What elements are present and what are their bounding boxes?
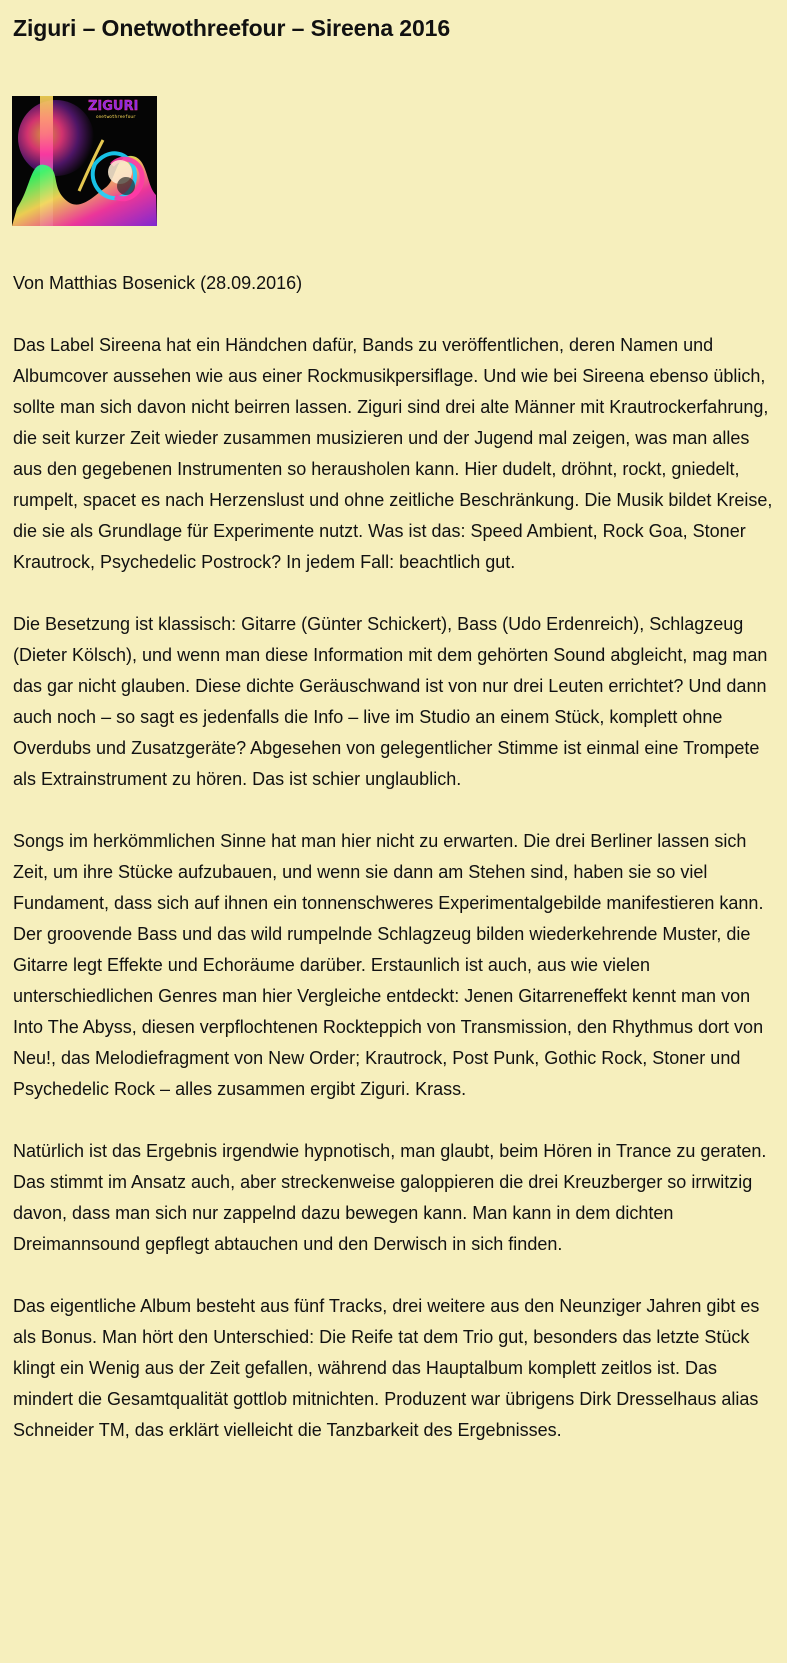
cover-planet: [18, 100, 94, 176]
album-cover-art: [12, 96, 157, 226]
cover-album-text: onetwothreefour: [96, 115, 136, 120]
cover-face-dark: [117, 177, 135, 195]
article-paragraph: Songs im herkömmlichen Sinne hat man hier nicht zu erwarten. Die drei Berliner lassen sich Zeit, um ihre Stücke aufzubauen, und wenn sie dann am Stehen sind, haben sie so viel Fundament, dass sich auf ihnen ein tonnenschweres Experimentalgebilde manifestieren kann. Der groovende Bass und das wild rumpelnde Schlagzeug bilden wiederkehrende Muster, die Gitarre legt Effekte und Echoräume darüber. Erstaunlich ist auch, aus wie vielen unterschiedlichen Genres man hier Vergleiche entdeckt: Jenen Gitarreneffekt kennt man von Into The Abyss, diesen verpflochtenen Rockteppich von Transmission, den Rhythmus dort von Neu!, das Melodiefragment von New Order; Krautrock, Post Punk, Gothic Rock, Stoner und Psychedelic Rock – alles zusammen ergibt Ziguri. Krass.: [13, 831, 764, 1099]
article-paragraph: Natürlich ist das Ergebnis irgendwie hypnotisch, man glaubt, beim Hören in Trance zu geraten. Das stimmt im Ansatz auch, aber streckenweise galoppieren die drei Kreuzberger so irrwitzig davon, dass man sich nur zappelnd dazu bewegen kann. Man kann in dem dichten Dreimannsound gepflegt abtauchen und den Derwisch in sich finden.: [13, 1141, 767, 1254]
page-title: Ziguri – Onetwothreefour – Sireena 2016: [13, 15, 451, 41]
article-paragraph: Das Label Sireena hat ein Händchen dafür, Bands zu veröffentlichen, deren Namen und Albumcover aussehen wie aus einer Rockmusikpersiflage. Und wie bei Sireena ebenso üblich, sollte man sich davon nicht beirren lassen. Ziguri sind drei alte Männer mit Krautrockerfahrung, die seit kurzer Zeit wieder zusammen musizieren und der Jugend mal zeigen, was man alles aus den gegebenen Instrumenten so herausholen kann. Hier dudelt, dröhnt, rockt, gniedelt, rumpelt, spacet es nach Herzenslust und ohne zeitliche Beschränkung. Die Musik bildet Kreise, die sie als Grundlage für Experimente nutzt. Was ist das: Speed Ambient, Rock Goa, Stoner Krautrock, Psychedelic Postrock? In jedem Fall: beachtlich gut.: [13, 335, 773, 572]
article-paragraph: Das eigentliche Album besteht aus fünf Tracks, drei weitere aus den Neunziger Jahren gibt es als Bonus. Man hört den Unterschied: Die Reife tat dem Trio gut, besonders das letzte Stück klingt ein Wenig aus der Zeit gefallen, während das Hauptalbum komplett zeitlos ist. Das mindert die Gesamtqualität gottlob mitnichten. Produzent war übrigens Dirk Dresselhaus alias Schneider TM, das erklärt vielleicht die Tanzbarkeit des Ergebnisses.: [13, 1296, 760, 1440]
album-cover: [12, 96, 157, 226]
article-paragraph: Die Besetzung ist klassisch: Gitarre (Günter Schickert), Bass (Udo Erdenreich), Schlagzeug (Dieter Kölsch), und wenn man diese Information mit dem gehörten Sound abgleicht, mag man das gar nicht glauben. Diese dichte Geräuschwand ist von nur drei Leuten errichtet? Und dann auch noch – so sagt es jedenfalls die Info – live im Studio an einem Stück, komplett ohne Overdubs und Zusatzgeräte? Abgesehen von gelegentlicher Stimme ist einmal eine Trompete als Extrainstrument zu hören. Das ist schier unglaublich.: [13, 614, 768, 789]
cover-band-text: ZIGURI: [88, 99, 139, 114]
author-date-line: Von Matthias Bosenick (28.09.2016): [13, 273, 303, 293]
review-article: [13, 330, 776, 1446]
